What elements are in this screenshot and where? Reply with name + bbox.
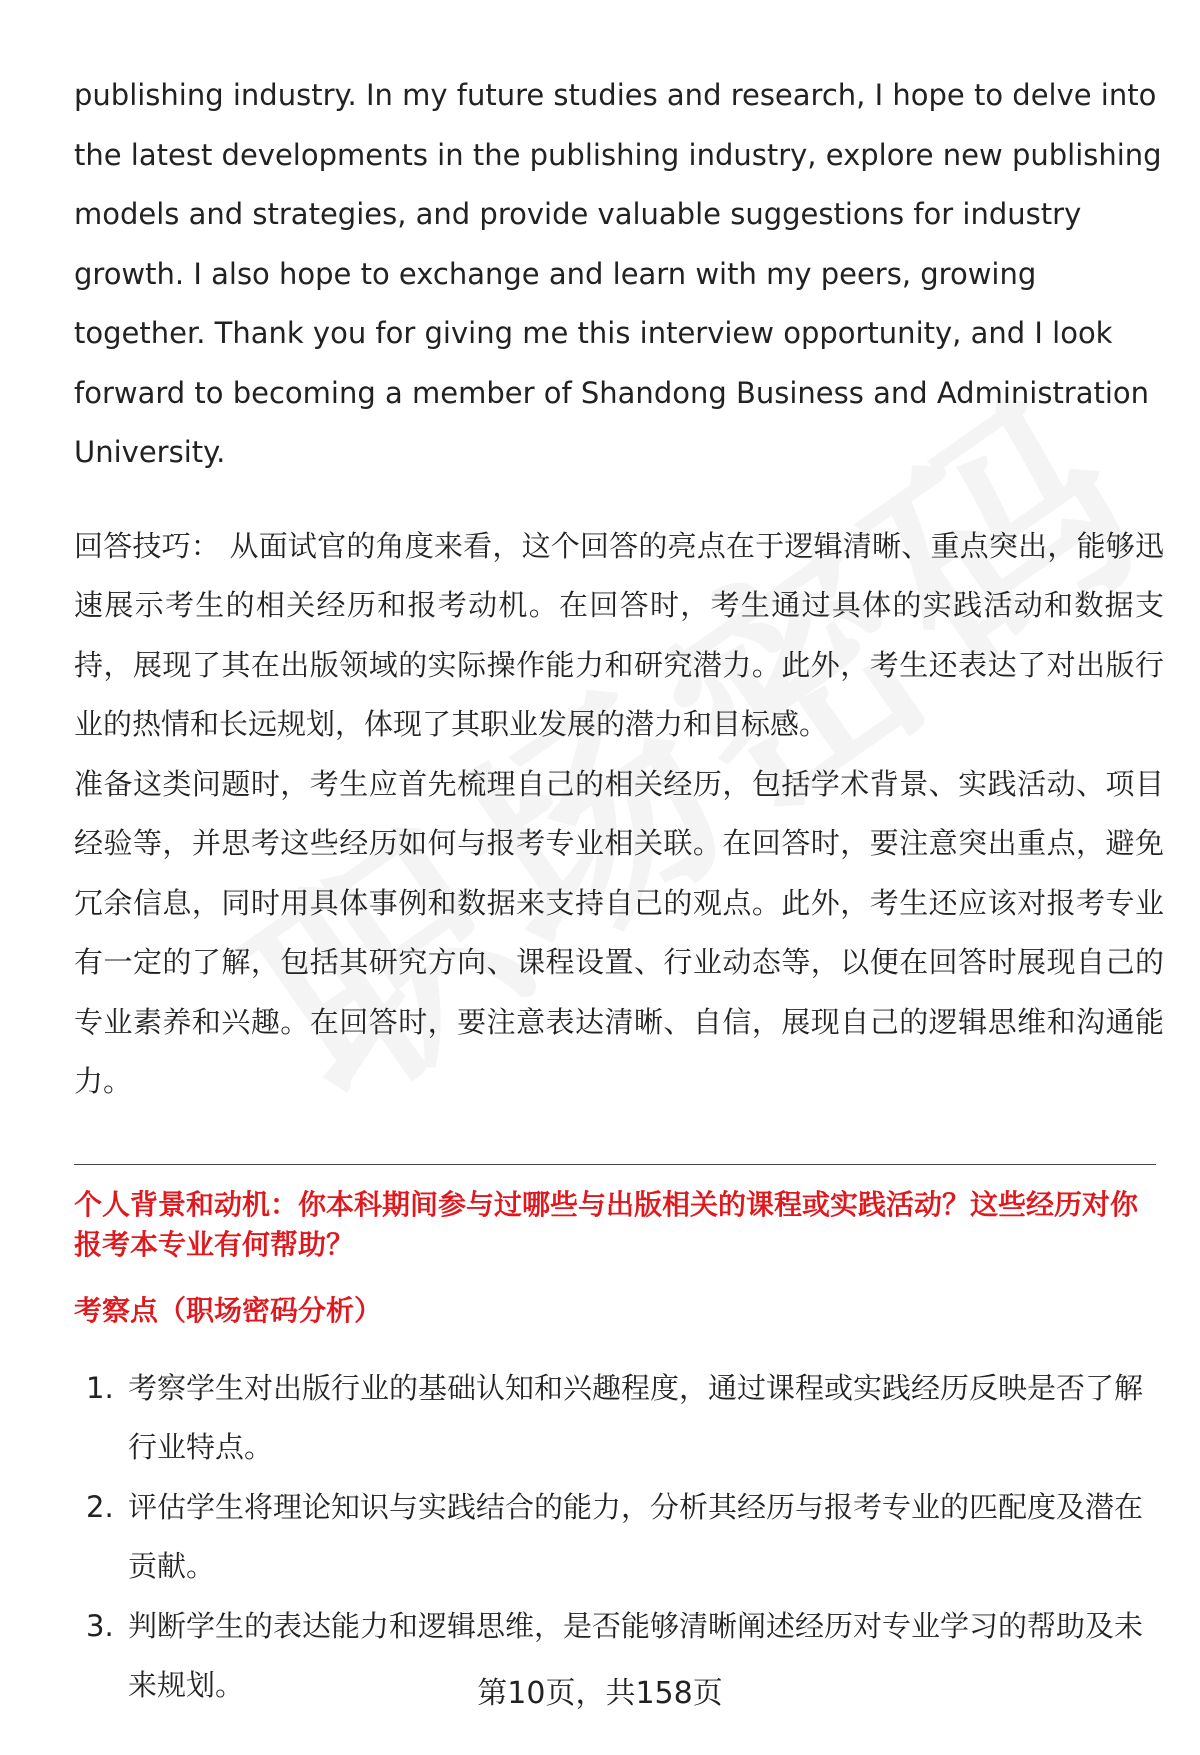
question-heading: 个人背景和动机：你本科期间参与过哪些与出版相关的课程或实践活动？这些经历对你报考本专业有何帮助？ xyxy=(74,1187,1139,1261)
list-item-text: 考察学生对出版行业的基础认知和兴趣程度，通过课程或实践经历反映是否了解行业特点。 xyxy=(128,1370,1144,1464)
intro-paragraph: publishing industry. In my future studies and research, I hope to delve into the latest developments in the publishing industry, explore new publishing models and strategies, and provide valuable suggestions for industry growth. I also hope to exchange and learn with my peers, growing together. Thank you for giving me this interview opportunity, and I look forward to becoming a member of Shandong Business and Administration University. xyxy=(74,78,1162,469)
tips-paragraph: 回答技巧： 从面试官的角度来看，这个回答的亮点在于逻辑清晰、重点突出，能够迅速展示考生的相关经历和报考动机。在回答时，考生通过具体的实践活动和数据支持，展现了其在出版领域的实际操作能力和研究潜力。此外，考生还表达了对出版行业的热情和长远规划，体现了其职业发展的潜力和目标感。 xyxy=(74,528,1164,741)
assessment-list xyxy=(74,1359,1164,1716)
document-page xyxy=(74,66,1164,1716)
list-item-text: 评估学生将理论知识与实践结合的能力，分析其经历与报考专业的匹配度及潜在贡献。 xyxy=(128,1489,1144,1583)
list-item-number: 2. xyxy=(86,1489,114,1524)
section-divider xyxy=(74,1164,1156,1165)
list-item xyxy=(74,1359,1164,1478)
list-item-number: 1. xyxy=(86,1370,114,1405)
list-item xyxy=(74,1478,1164,1597)
list-item-number: 3. xyxy=(86,1608,114,1643)
list-item-text: 判断学生的表达能力和逻辑思维，是否能够清晰阐述经历对专业学习的帮助及未来规划。 xyxy=(128,1608,1144,1702)
prep-paragraph: 准备这类问题时，考生应首先梳理自己的相关经历，包括学术背景、实践活动、项目经验等，并思考这些经历如何与报考专业相关联。在回答时，要注意突出重点，避免冗余信息，同时用具体事例和数据来支持自己的观点。此外，考生还应该对报考专业有一定的了解，包括其研究方向、课程设置、行业动态等，以便在回答时展现自己的专业素养和兴趣。在回答时，要注意表达清晰、自信，展现自己的逻辑思维和沟通能力。 xyxy=(74,766,1164,1098)
page-footer: 第10页，共158页 xyxy=(477,1676,723,1711)
assessment-heading: 考察点（职场密码分析） xyxy=(74,1293,383,1327)
